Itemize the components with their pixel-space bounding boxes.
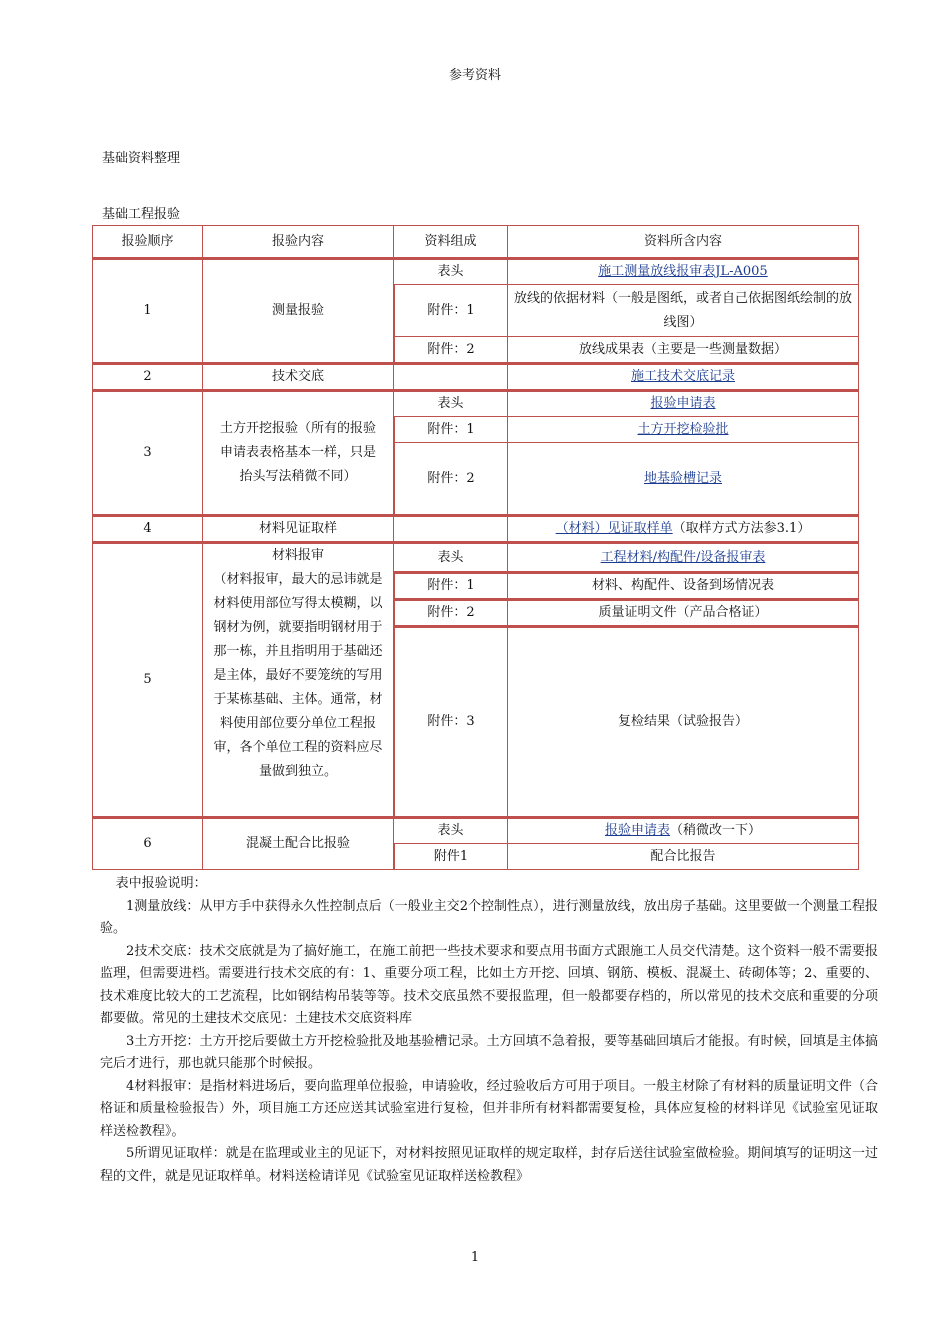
content-cell: 配合比报告 (508, 844, 859, 870)
note-paragraph: 4材料报审：是指材料进场后，要向监理单位报验，申请验收，经过验收后方可用于项目。一般主材除了有材料的质量证明文件（合格证和质量检验报告）外，项目施工方还应送其试验室进行复检，但并非所有材料都需要复检，具体应复检的材料详见《试验室见证取样送检教程》。 (100, 1078, 878, 1139)
form-link[interactable]: 施工测量放线报审表JL-A005 (598, 264, 768, 279)
component-cell: 附件：1 (394, 285, 508, 337)
notes-section (100, 873, 878, 1188)
content-cell (508, 817, 859, 844)
row-item: 测量报验 (203, 258, 394, 363)
note-paragraph: 3土方开挖：土方开挖后要做土方开挖检验批及地基验槽记录。土方回填不急着报，要等基础回填后才能报。有时候，回填是主体搞完后才进行，那也就只能那个时候报。 (100, 1033, 878, 1071)
content-cell: 放线的依据材料（一般是图纸，或者自己依据图纸绘制的放线图） (508, 285, 859, 337)
content-cell (508, 417, 859, 443)
content-cell (508, 258, 859, 285)
form-link[interactable]: 土方开挖检验批 (637, 421, 729, 437)
content-cell: 材料、构配件、设备到场情况表 (508, 572, 859, 599)
table-header-row (92, 225, 859, 258)
row-number: 3 (92, 390, 203, 515)
form-link[interactable]: 施工技术交底记录 (630, 369, 735, 384)
row-item: 混凝土配合比报验 (203, 817, 394, 870)
content-cell (508, 542, 859, 572)
component-cell: 表头 (394, 817, 508, 844)
content-cell (508, 390, 859, 417)
row-number: 2 (92, 363, 203, 390)
header-cell: 资料所含内容 (508, 225, 859, 258)
form-link[interactable]: 报验申请表 (604, 823, 670, 838)
component-cell (394, 363, 508, 390)
table-row (92, 515, 859, 542)
document-title: 基础资料整理 (102, 151, 181, 166)
header-cell: 资料组成 (394, 225, 508, 258)
row-item: 土方开挖报验（所有的报验申请表表格基本一样，只是抬头写法稍微不同） (203, 390, 394, 515)
component-cell: 附件：2 (394, 599, 508, 626)
row-number: 6 (92, 817, 203, 870)
component-cell: 附件：1 (394, 572, 508, 599)
note-paragraph: 1测量放线：从甲方手中获得永久性控制点后（一般业主交2个控制性点），进行测量放线，放出房子基础。这里要做一个测量工程报验。 (100, 898, 878, 936)
row-item-body: （材料报审，最大的忌讳就是材料使用部位写得太模糊，以钢材为例，就要指明钢材用于那一栋，并且指明用于基础还是主体，最好不要笼统的写用于某栋基础、主体。通常，材料使用部位要分单位工程报审，各个单位工程的资料应尽量做到独立。 (213, 572, 383, 779)
component-cell: 附件：2 (394, 443, 508, 515)
content-note: （取样方式方法参3.1） (672, 521, 811, 536)
header-cell: 报验顺序 (92, 225, 203, 258)
table-row (92, 363, 859, 390)
note-paragraph: 5所谓见证取样：就是在监理或业主的见证下，对材料按照见证取样的规定取样，封存后送往试验室做检验。期间填写的证明这一过程的文件，就是见证取样单。材料送检请详见《试验室见证取样送检教程》 (100, 1146, 878, 1184)
row-number: 4 (92, 515, 203, 542)
table-row (92, 817, 859, 844)
row-item (203, 542, 394, 817)
form-link[interactable]: 报验申请表 (650, 396, 716, 411)
content-cell (508, 363, 859, 390)
content-cell: 质量证明文件（产品合格证） (508, 599, 859, 626)
table-row (92, 390, 859, 417)
component-cell (394, 515, 508, 542)
table-title: 基础工程报验 (102, 207, 181, 222)
row-number: 5 (92, 542, 203, 817)
content-cell: 放线成果表（主要是一些测量数据） (508, 337, 859, 363)
row-item: 技术交底 (203, 363, 394, 390)
note-paragraph: 2技术交底：技术交底就是为了搞好施工，在施工前把一些技术要求和要点用书面方式跟施工人员交代清楚。这个资料一般不需要报监理，但需要进档。需要进行技术交底的有：1、重要分项工程，比如土方开挖、回填、钢筋、模板、混凝土、砖砌体等；2、重要的、技术难度比较大的工艺流程，比如钢结构吊装等等。技术交底虽然不要报监理，但一般都要存档的，所以常见的技术交底和重要的分项都要做。常见的土建技术交底见：土建技术交底资料库 (100, 943, 878, 1026)
row-item-title: 材料报审 (271, 548, 324, 563)
component-cell: 附件1 (394, 844, 508, 870)
page-header: 参考资料 (448, 68, 501, 83)
component-cell: 附件：2 (394, 337, 508, 363)
page-number: 1 (470, 1250, 480, 1265)
component-cell: 附件：3 (394, 626, 508, 817)
component-cell: 表头 (394, 390, 508, 417)
header-cell: 报验内容 (203, 225, 394, 258)
content-note: （稍微改一下） (670, 823, 762, 838)
row-item: 材料见证取样 (203, 515, 394, 542)
component-cell: 表头 (394, 258, 508, 285)
table-row (92, 258, 859, 285)
component-cell: 附件：1 (394, 417, 508, 443)
form-link[interactable]: （材料）见证取样单 (555, 521, 673, 536)
form-link[interactable]: 工程材料/构配件/设备报审表 (600, 549, 766, 565)
content-cell (508, 443, 859, 515)
row-number: 1 (92, 258, 203, 363)
content-cell: 复检结果（试验报告） (508, 626, 859, 817)
component-cell: 表头 (394, 542, 508, 572)
content-cell (508, 515, 859, 542)
table-row (92, 542, 859, 572)
notes-heading: 表中报验说明： (115, 876, 207, 891)
inspection-table (92, 225, 859, 870)
form-link[interactable]: 地基验槽记录 (643, 470, 722, 486)
